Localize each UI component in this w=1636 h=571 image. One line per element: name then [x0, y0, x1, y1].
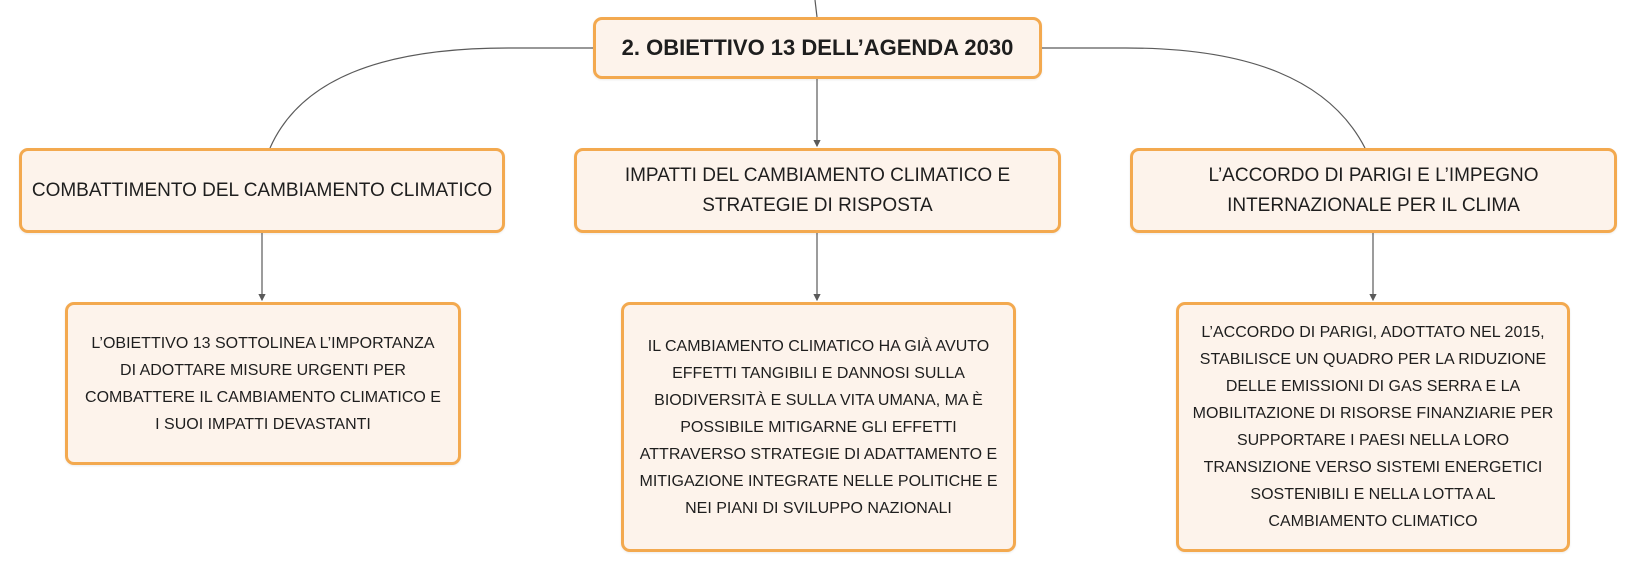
topic-node-label: L’ACCORDO DI PARIGI E L’IMPEGNO INTERNAZIONALE PER IL CLIMA — [1208, 164, 1539, 216]
connector-root-to-left — [270, 48, 593, 148]
root-node[interactable] — [593, 17, 1042, 79]
connector-incoming — [815, 0, 817, 17]
topic-node-impatti[interactable] — [574, 148, 1061, 233]
detail-node-impatti[interactable] — [621, 302, 1016, 552]
topic-node-accordo-parigi[interactable] — [1130, 148, 1617, 233]
root-node-label: 2. OBIETTIVO 13 DELL’AGENDA 2030 — [621, 35, 1014, 60]
topic-node-label: IMPATTI DEL CAMBIAMENTO CLIMATICO E STRATEGIE DI RISPOSTA — [624, 164, 1011, 216]
detail-node-text: L’OBIETTIVO 13 SOTTOLINEA L’IMPORTANZA DI ADOTTARE MISURE URGENTI PER COMBATTERE IL CAMBIAMENTO CLIMATICO E I SUOI IMPATTI DEVASTANTI — [85, 334, 441, 433]
detail-node-text: IL CAMBIAMENTO CLIMATICO HA GIÀ AVUTO EFFETTI TANGIBILI E DANNOSI SULLA BIODIVERSITÀ E SULLA VITA UMANA, MA È POSSIBILE MITIGARNE GLI EFFETTI ATTRAVERSO STRATEGIE DI ADATTAMENTO E MITIGAZIONE INTEGRATE NELLE POLITICHE E NEI PIANI DI SVILUPPO NAZIONALI — [639, 337, 998, 517]
topic-node-combattimento[interactable] — [19, 148, 505, 233]
detail-node-text: L’ACCORDO DI PARIGI, ADOTTATO NEL 2015, STABILISCE UN QUADRO PER LA RIDUZIONE DELLE EMISSIONI DI GAS SERRA E LA MOBILITAZIONE DI RISORSE FINANZIARIE PER SUPPORTARE I PAESI NELLA LORO TRANSIZIONE VERSO SISTEMI ENERGETICI SOSTENIBILI E NELLA LOTTA AL CAMBIAMENTO CLIMATICO — [1192, 324, 1554, 530]
detail-node-accordo-parigi[interactable] — [1176, 302, 1570, 552]
connector-root-to-right — [1042, 48, 1365, 148]
topic-node-label: COMBATTIMENTO DEL CAMBIAMENTO CLIMATICO — [31, 179, 493, 201]
detail-node-combattimento[interactable] — [65, 302, 461, 465]
